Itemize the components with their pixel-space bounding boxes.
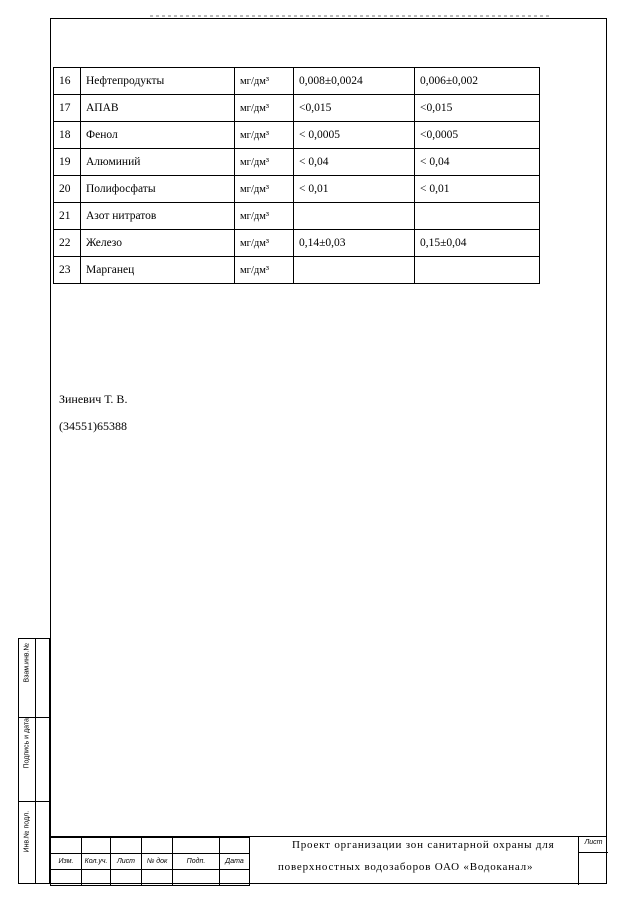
table-row: [54, 257, 540, 284]
cell-number: 20: [54, 176, 81, 203]
table-row: [54, 203, 540, 230]
cell-value-2: < 0,01: [415, 176, 540, 203]
scan-artifact: [150, 15, 550, 17]
cell-parameter: Марганец: [81, 257, 235, 284]
sheet-label: Лист: [584, 839, 603, 846]
cell-value-2: [415, 203, 540, 230]
sheet-cell: [578, 837, 607, 885]
cell-unit: мг/дм³: [235, 230, 294, 257]
side-label-inv: Инв.№ подл.: [23, 810, 31, 853]
cell-number: 17: [54, 95, 81, 122]
cell-value-2: 0,15±0,04: [415, 230, 540, 257]
stamp-header-row: [51, 854, 250, 870]
stamp-header: Лист: [111, 854, 142, 870]
cell-number: 21: [54, 203, 81, 230]
title-line-1: Проект организации зон санитарной охраны для: [292, 839, 555, 851]
table-row: [54, 68, 540, 95]
cell-unit: мг/дм³: [235, 95, 294, 122]
cell-unit: мг/дм³: [235, 257, 294, 284]
stamp-header: Кол.уч.: [82, 854, 111, 870]
cell-parameter: Фенол: [81, 122, 235, 149]
cell-value-1: < 0,04: [294, 149, 415, 176]
side-label-podpis: Подпись и дата: [23, 718, 31, 769]
document-title: [278, 837, 576, 885]
cell-value-2: 0,006±0,002: [415, 68, 540, 95]
table-row: [54, 230, 540, 257]
signature-phone: (34551)65388: [59, 419, 127, 433]
cell-value-2: <0,0005: [415, 122, 540, 149]
stamp-row-empty: [51, 838, 250, 854]
cell-value-1: [294, 257, 415, 284]
cell-value-2: [415, 257, 540, 284]
cell-unit: мг/дм³: [235, 176, 294, 203]
cell-value-1: 0,008±0,0024: [294, 68, 415, 95]
cell-parameter: Алюминий: [81, 149, 235, 176]
cell-parameter: Нефтепродукты: [81, 68, 235, 95]
signature-name: Зиневич Т. В.: [59, 392, 128, 406]
cell-number: 16: [54, 68, 81, 95]
stamp-row-empty: [51, 870, 250, 886]
cell-value-2: < 0,04: [415, 149, 540, 176]
cell-value-1: < 0,0005: [294, 122, 415, 149]
cell-value-2: <0,015: [415, 95, 540, 122]
cell-parameter: Железо: [81, 230, 235, 257]
title-line-2: поверхностных водозаборов ОАО «Водоканал»: [278, 861, 534, 873]
cell-value-1: <0,015: [294, 95, 415, 122]
stamp-header: Дата: [220, 854, 250, 870]
table-row: [54, 122, 540, 149]
cell-number: 18: [54, 122, 81, 149]
table-row: [54, 176, 540, 203]
side-column: [18, 638, 50, 884]
table-row: [54, 149, 540, 176]
cell-parameter: Азот нитратов: [81, 203, 235, 230]
cell-value-1: 0,14±0,03: [294, 230, 415, 257]
cell-parameter: АПАВ: [81, 95, 235, 122]
stamp-header: № док: [142, 854, 173, 870]
stamp-header: Подп.: [173, 854, 220, 870]
title-block: [50, 836, 607, 884]
cell-number: 19: [54, 149, 81, 176]
cell-unit: мг/дм³: [235, 149, 294, 176]
cell-unit: мг/дм³: [235, 122, 294, 149]
cell-unit: мг/дм³: [235, 203, 294, 230]
cell-parameter: Полифосфаты: [81, 176, 235, 203]
cell-number: 22: [54, 230, 81, 257]
cell-unit: мг/дм³: [235, 68, 294, 95]
side-label-vzam: Взам.инв.№: [23, 643, 31, 683]
stamp-header: Изм.: [51, 854, 82, 870]
cell-value-1: < 0,01: [294, 176, 415, 203]
results-table: [53, 67, 540, 284]
cell-value-1: [294, 203, 415, 230]
table-row: [54, 95, 540, 122]
cell-number: 23: [54, 257, 81, 284]
